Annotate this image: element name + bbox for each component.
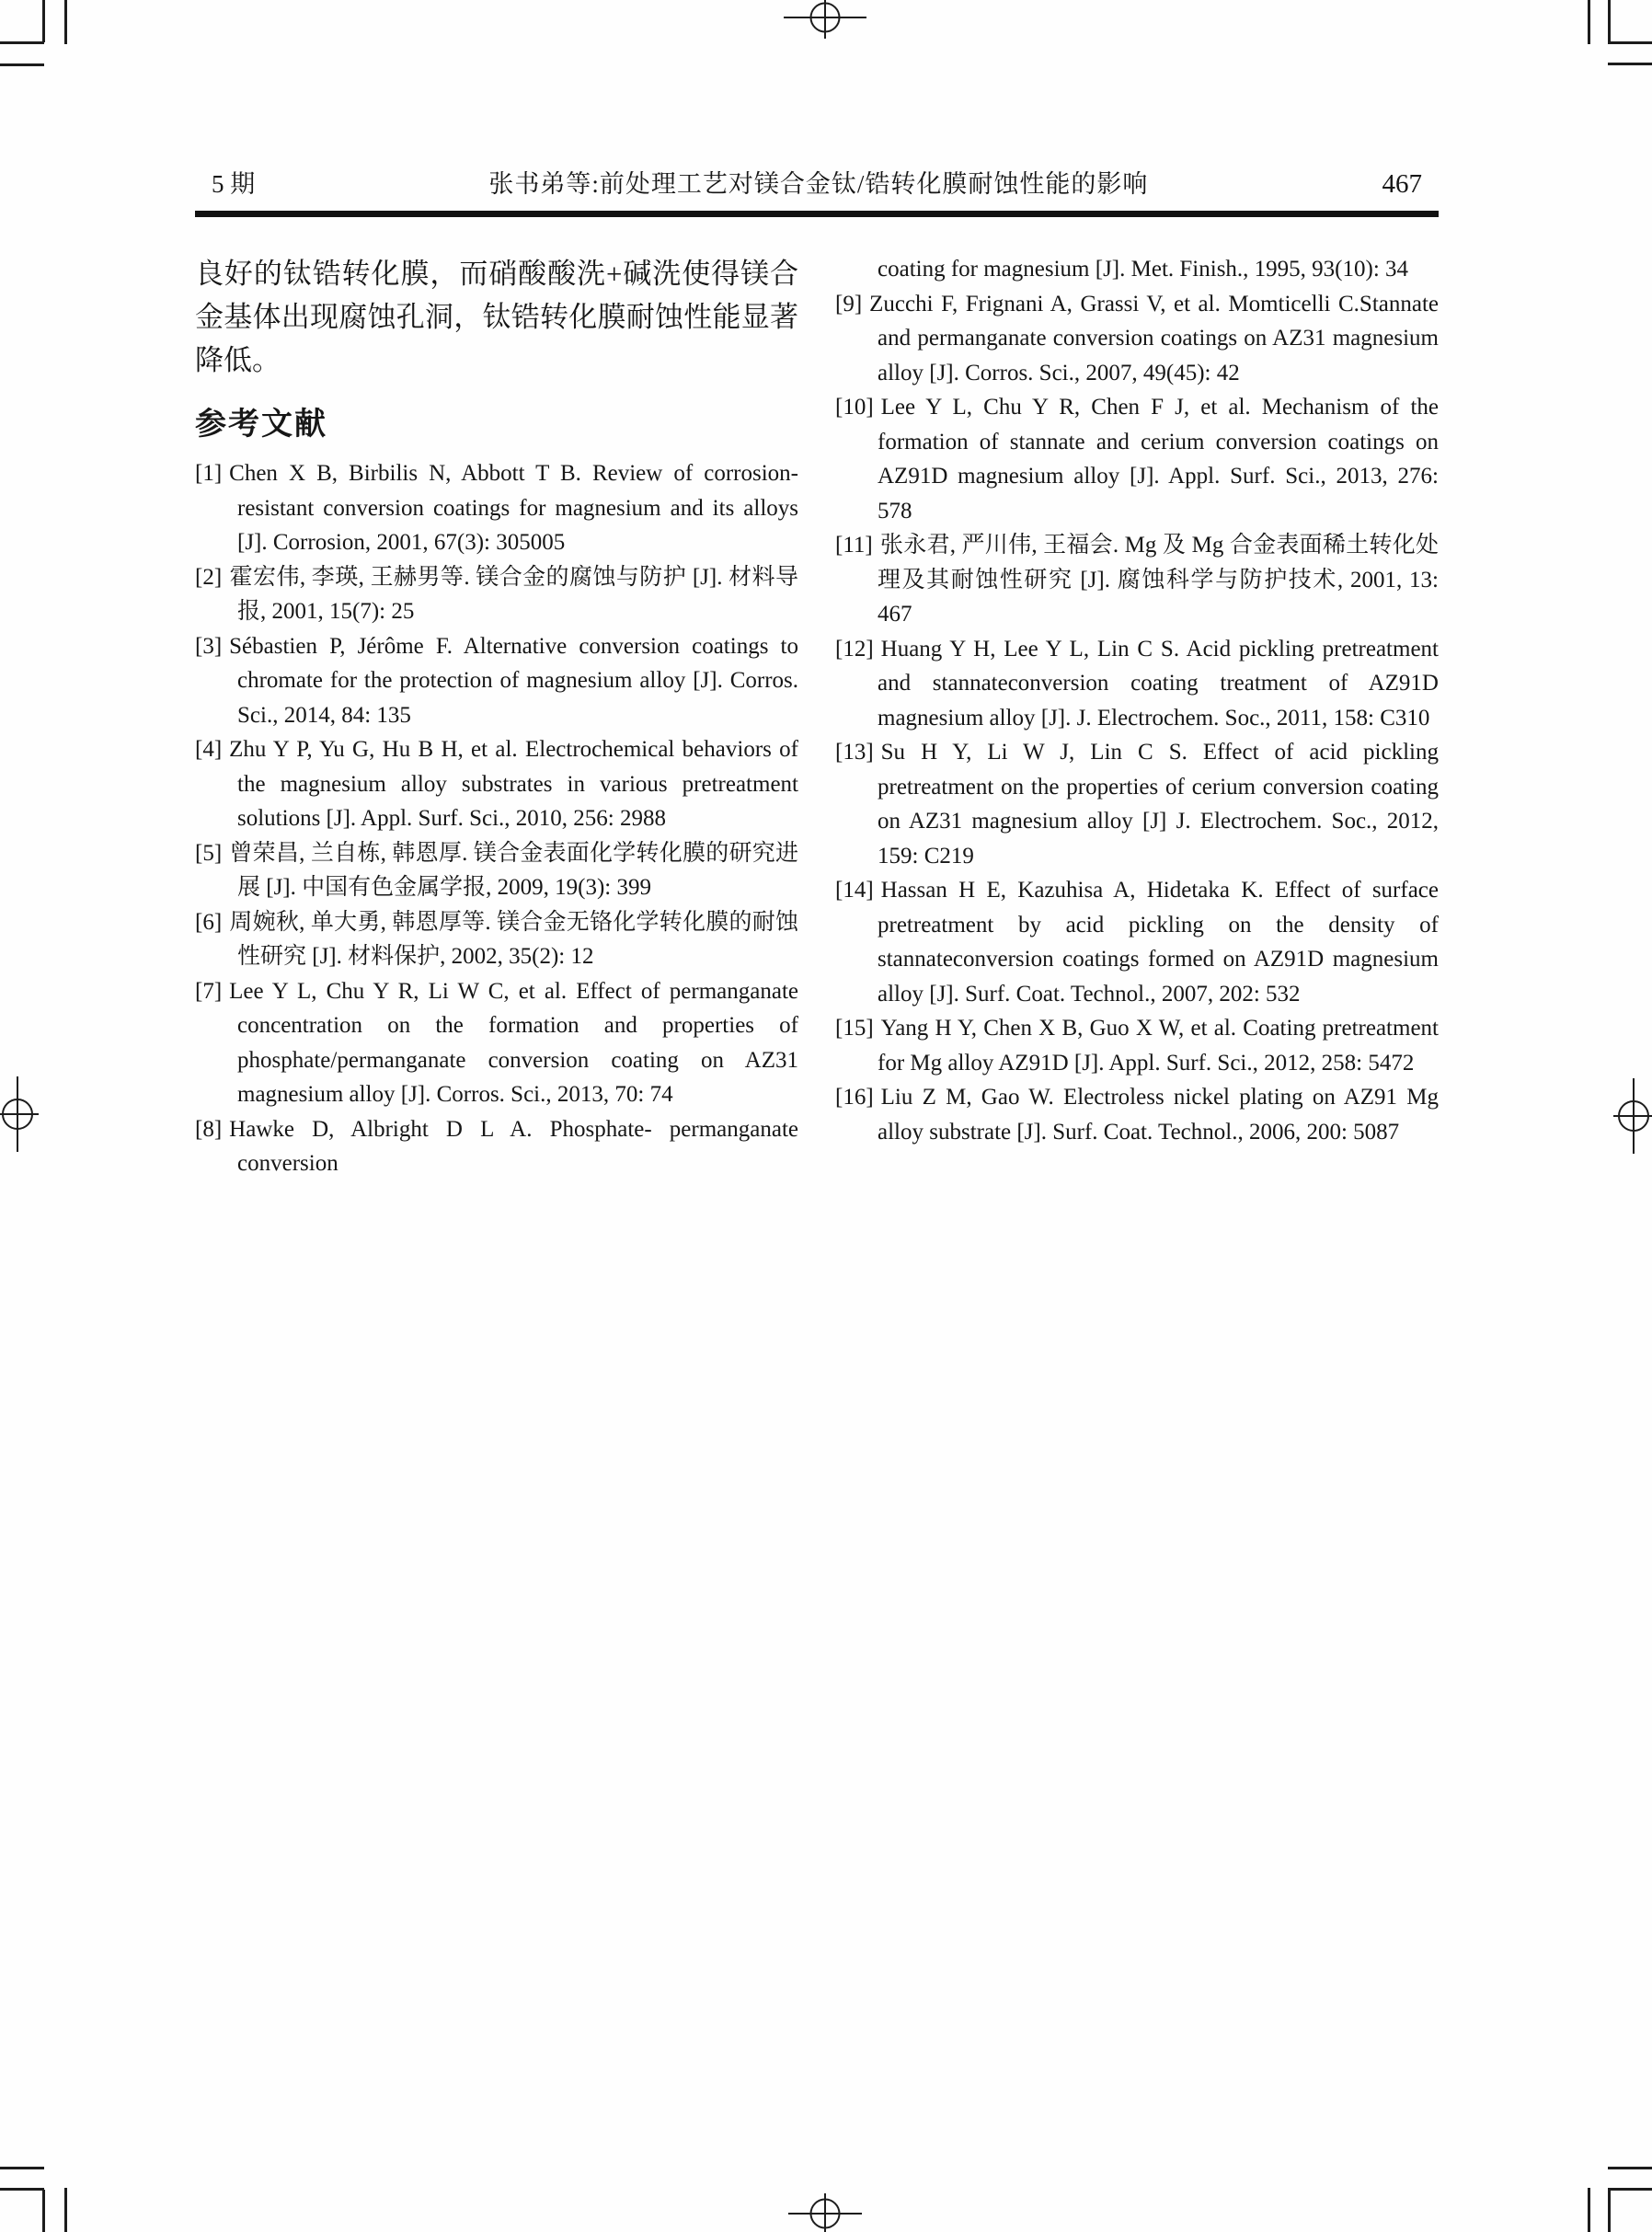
crop-line bbox=[1588, 2188, 1590, 2232]
reference-continuation bbox=[835, 252, 1439, 287]
reference-label: [10] bbox=[835, 395, 874, 420]
reference-text: Zhu Y P, Yu G, Hu B H, et al. Electrochemical behaviors of the magnesium alloy substrates in various pretreatment solutions [J]. Appl. Surf. Sci., 2010, 256: 2988 bbox=[229, 737, 798, 831]
crop-line bbox=[1608, 2188, 1652, 2191]
reference-text: Lee Y L, Chu Y R, Chen F J, et al. Mechanism of the formation of stannate and cerium conversion coatings on AZ91D magnesium alloy [J]. Appl. Surf. Sci., 2013, 276: 578 bbox=[878, 395, 1439, 523]
reference-item bbox=[835, 528, 1439, 632]
reference-text: Yang H Y, Chen X B, Guo X W, et al. Coating pretreatment for Mg alloy AZ91D [J]. Appl. Surf. Sci., 2012, 258: 5472 bbox=[878, 1016, 1439, 1076]
reference-label: [9] bbox=[835, 291, 863, 316]
reference-item bbox=[195, 732, 798, 836]
reference-item bbox=[835, 390, 1439, 528]
reference-item bbox=[835, 735, 1439, 873]
reference-text: Zucchi F, Frignani A, Grassi V, et al. Momticelli C.Stannate and permanganate conversion coatings on AZ31 magnesium alloy [J]. Corros. Sci., 2007, 49(45): 42 bbox=[869, 291, 1439, 385]
reference-label: [14] bbox=[835, 878, 874, 903]
reference-item bbox=[835, 287, 1439, 391]
reference-list-right bbox=[835, 252, 1439, 1149]
intro-paragraph: 良好的钛锆转化膜，而硝酸酸洗+碱洗使得镁合金基体出现腐蚀孔洞，钛锆转化膜耐蚀性能显著降低。 bbox=[195, 258, 798, 376]
reference-item bbox=[835, 1080, 1439, 1149]
reference-label: [2] bbox=[195, 564, 223, 590]
header-rule bbox=[195, 211, 1439, 217]
crop-line bbox=[0, 2167, 44, 2169]
reference-list-left bbox=[195, 456, 798, 1181]
reference-label: [5] bbox=[195, 840, 223, 866]
reference-text: 周婉秋, 单大勇, 韩恩厚等. 镁合金无铬化学转化膜的耐蚀性研究 [J]. 材料保护, 2002, 35(2): 12 bbox=[229, 909, 798, 969]
crop-line bbox=[64, 0, 67, 44]
reference-label: [8] bbox=[195, 1116, 223, 1142]
issue-label: 5 期 bbox=[212, 170, 256, 198]
registration-mark-left-icon bbox=[0, 1076, 42, 1152]
reference-item bbox=[835, 1011, 1439, 1080]
right-column bbox=[835, 252, 1439, 1181]
reference-label: [16] bbox=[835, 1085, 874, 1110]
crop-line bbox=[1608, 0, 1611, 42]
crop-line bbox=[1608, 41, 1652, 44]
reference-text: Hawke D, Albright D L A. Phosphate- permanganate conversion bbox=[229, 1116, 798, 1176]
registration-mark-right-icon bbox=[1610, 1078, 1652, 1154]
reference-text: Hassan H E, Kazuhisa A, Hidetaka K. Effect of surface pretreatment by acid pickling on the density of stannateconversion coatings formed on AZ91D magnesium alloy [J]. Surf. Coat. Technol., 2007, 202: 532 bbox=[878, 878, 1439, 1007]
reference-label: [7] bbox=[195, 978, 223, 1004]
reference-text: 张永君, 严川伟, 王福会. Mg 及 Mg 合金表面稀土转化处理及其耐蚀性研究 [J]. 腐蚀科学与防护技术, 2001, 13: 467 bbox=[878, 533, 1439, 627]
crop-line bbox=[1588, 0, 1590, 44]
crop-line bbox=[64, 2188, 67, 2232]
reference-item bbox=[195, 1112, 798, 1181]
reference-label: [15] bbox=[835, 1016, 874, 1041]
reference-label: [1] bbox=[195, 461, 223, 486]
reference-label: [13] bbox=[835, 740, 874, 765]
reference-text: 霍宏伟, 李瑛, 王赫男等. 镁合金的腐蚀与防护 [J]. 材料导报, 2001, 15(7): 25 bbox=[229, 564, 798, 624]
running-title: 张书弟等:前处理工艺对镁合金钛/锆转化膜耐蚀性能的影响 bbox=[488, 170, 1149, 198]
reference-item bbox=[195, 560, 798, 629]
reference-text: Liu Z M, Gao W. Electroless nickel plating on AZ91 Mg alloy substrate [J]. Surf. Coat. Technol., 2006, 200: 5087 bbox=[878, 1085, 1439, 1145]
reference-text: Lee Y L, Chu Y R, Li W C, et al. Effect of permanganate concentration on the formation and properties of phosphate/permanganate conversion coating on AZ31 magnesium alloy [J]. Corros. Sci., 2013, 70: 74 bbox=[229, 978, 798, 1107]
reference-text: coating for magnesium [J]. Met. Finish., 1995, 93(10): 34 bbox=[878, 257, 1409, 282]
crop-line bbox=[0, 63, 44, 66]
crop-line bbox=[0, 41, 44, 44]
page-content bbox=[195, 169, 1439, 1181]
registration-mark-top-icon bbox=[784, 0, 866, 44]
reference-text: Su H Y, Li W J, Lin C S. Effect of acid pickling pretreatment on the properties of cerium conversion coating on AZ31 magnesium alloy [J] J. Electrochem. Soc., 2012, 159: C219 bbox=[878, 740, 1439, 869]
reference-item bbox=[835, 873, 1439, 1011]
reference-text: 曾荣昌, 兰自栋, 韩恩厚. 镁合金表面化学转化膜的研究进展 [J]. 中国有色金属学报, 2009, 19(3): 399 bbox=[229, 840, 798, 900]
reference-text: Chen X B, Birbilis N, Abbott T B. Review of corrosion-resistant conversion coatings for magnesium and its alloys [J]. Corrosion, 2001, 67(3): 305005 bbox=[229, 461, 798, 555]
crop-line bbox=[42, 2190, 45, 2232]
references-heading: 参考文献 bbox=[195, 408, 327, 442]
page-number: 467 bbox=[1382, 169, 1422, 199]
reference-item bbox=[195, 836, 798, 905]
running-head bbox=[195, 169, 1439, 199]
reference-item bbox=[195, 456, 798, 560]
crop-line bbox=[42, 0, 45, 42]
reference-label: [3] bbox=[195, 633, 223, 659]
crop-line bbox=[1608, 2167, 1652, 2169]
crop-line bbox=[0, 2188, 44, 2191]
reference-text: Sébastien P, Jérôme F. Alternative conversion coatings to chromate for the protection of magnesium alloy [J]. Corros. Sci., 2014, 84: 135 bbox=[229, 633, 798, 728]
reference-item bbox=[195, 629, 798, 733]
reference-item bbox=[195, 905, 798, 974]
reference-text: Huang Y H, Lee Y L, Lin C S. Acid pickling pretreatment and stannateconversion coating treatment of AZ91D magnesium alloy [J]. J. Electrochem. Soc., 2011, 158: C310 bbox=[878, 636, 1439, 731]
crop-line bbox=[1608, 63, 1652, 65]
two-column-body bbox=[195, 252, 1439, 1181]
reference-label: [12] bbox=[835, 636, 874, 662]
reference-label: [11] bbox=[835, 533, 873, 558]
registration-mark-bottom-icon bbox=[784, 2193, 866, 2232]
reference-label: [4] bbox=[195, 737, 223, 762]
reference-label: [6] bbox=[195, 909, 223, 935]
reference-item bbox=[835, 632, 1439, 736]
reference-item bbox=[195, 974, 798, 1112]
left-column bbox=[195, 252, 798, 1181]
crop-line bbox=[1608, 2190, 1611, 2232]
